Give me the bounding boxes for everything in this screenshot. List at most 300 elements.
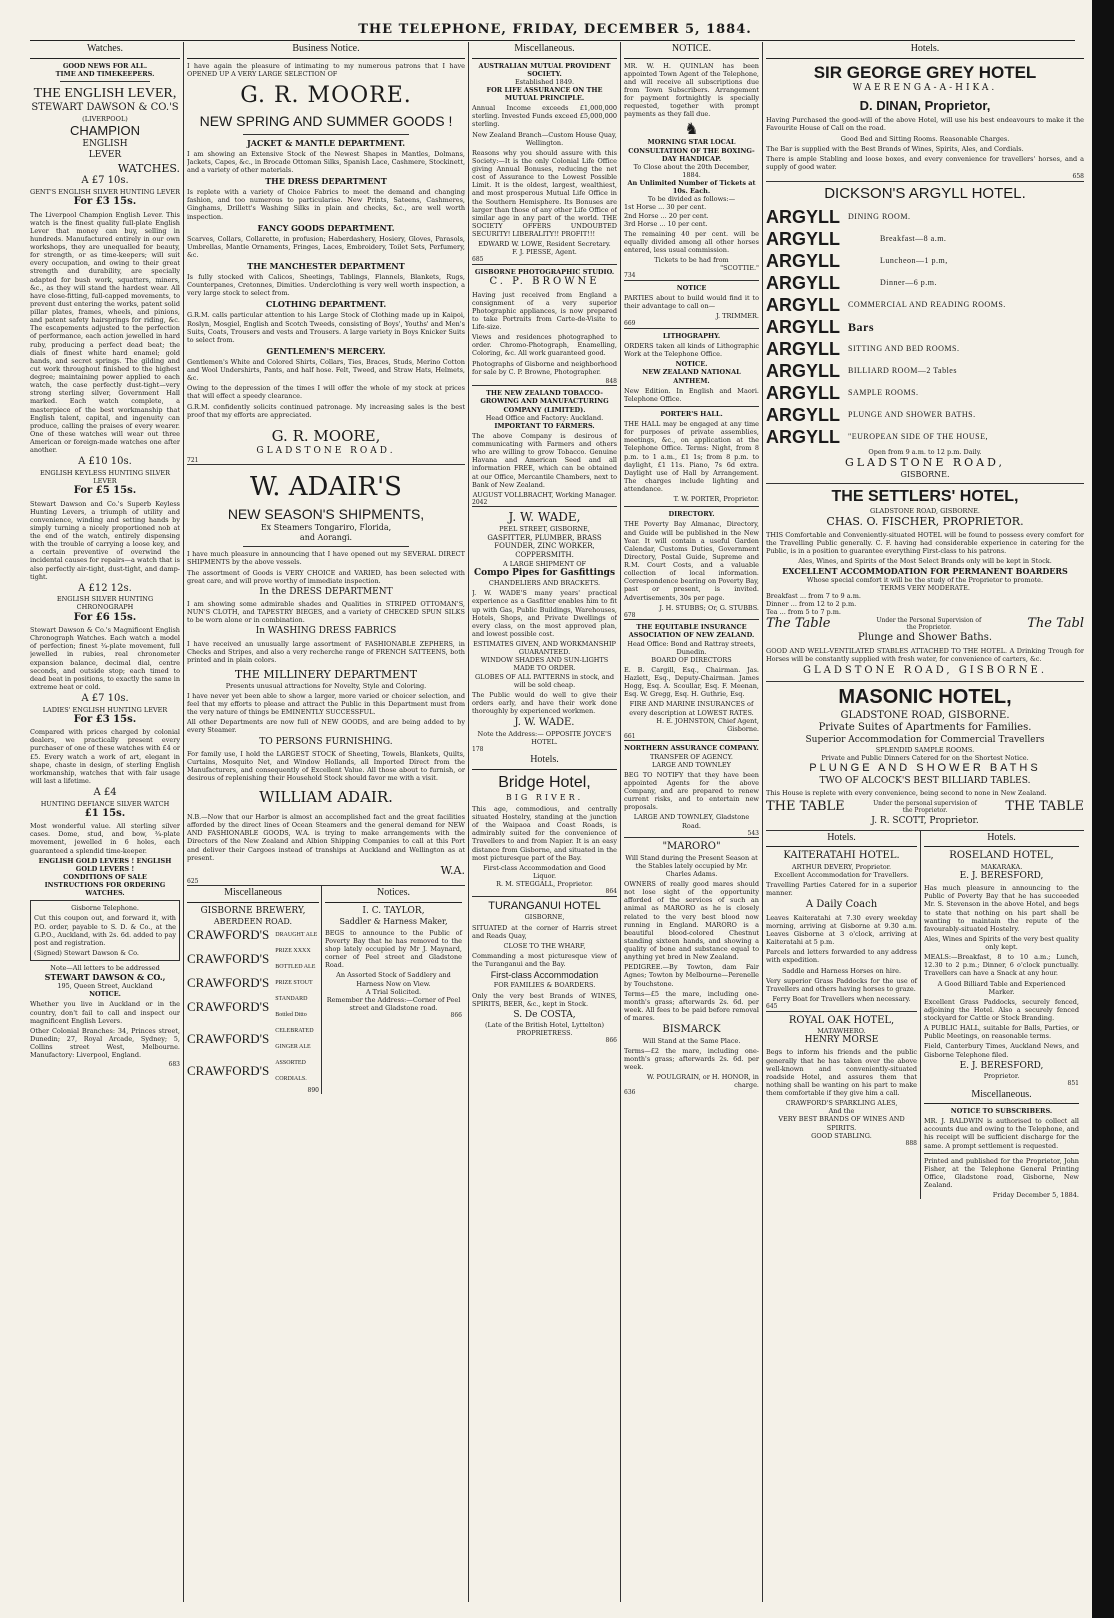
body-text: THIS Comfortable and Conveniently-situated HOTEL will be found to possess every comfort for the Travelling Public generally. C. F. having had considerable experience in catering for the Public, is in a position to guarantee everything First-class to his patrons. [766, 531, 1084, 556]
ad-line: ENGLISH GOLD LEVERS ! ENGLISH GOLD LEVERS ! [38, 856, 172, 873]
price: A £12 12s. [78, 582, 132, 594]
ad-line: An Assorted Stock of Saddlery and Harness Now on View. [336, 971, 451, 988]
coupon-head: Gisborne Telephone. [71, 904, 139, 913]
ad-number: 658 [1072, 173, 1084, 180]
argyll-row [766, 228, 1084, 250]
argyll-row [766, 382, 1084, 404]
table-label: The Tabl [1027, 616, 1084, 632]
masthead: THE TELEPHONE, FRIDAY, DECEMBER 5, 1884. [358, 22, 752, 37]
ad-line: EXCELLENT ACCOMMODATION FOR PERMANENT BOARDERS [782, 565, 1068, 576]
crawford-name: CRAWFORD'S [187, 950, 270, 966]
taylor-ad [322, 886, 462, 1094]
dept-head: FANCY GOODS DEPARTMENT. [257, 222, 395, 233]
ad-line: BOARD OF DIRECTORS [651, 655, 732, 664]
body-text: Only the very best Brands of WINES, SPIRITS, BEER, &c., kept in Stock. [472, 991, 617, 1008]
ad-line: CHANDELIERS AND BRACKETS. [488, 579, 601, 588]
body-text: Scarves, Collars, Collarette, in profusion; Haberdashery, Hosiery, Gloves, Parasols, Umbrellas, Mantle Ornaments, Fringes, Laces, Embroidery, Toilet Sets, Perfumery, &c. [187, 234, 465, 259]
ad-line: TWO OF ALCOCK'S BEST BILLIARD TABLES. [819, 775, 1031, 786]
body-text: PEDIGREE.—By Towton, dam Fair Agnes; Towton by Melbourne—Perenelle by Touchstone. [624, 963, 759, 988]
dept-head: TO PERSONS FURNISHING. [259, 736, 393, 747]
meal-line: Breakfast ... from 7 to 9 a.m. [766, 591, 861, 600]
crawford-product: CELEBRATED GINGER ALE [275, 1027, 314, 1050]
signature: J. W. WADE. [514, 717, 575, 729]
signature: LARGE AND TOWNLEY, Gladstone Road. [633, 813, 750, 830]
argyll-feature: Luncheon—1 p.m, [880, 256, 948, 266]
body-text: Compared with prices charged by colonial dealers, we practically present every purchaser of one of these watches with £4 or £5. Every watch a work of art, elegant in shape, chaste in design, of sterling English workmanship, watches that with fair usage will last a lifetime. [30, 728, 180, 785]
body-text: For family use, I hold the LARGEST STOCK of Sheeting, Towels, Blankets, Quilts, Curtains, Mosquito Net, and Window Hollands, all Imported Direct from the Manufacturers, and consequently of Excellent Value. All those about to furnish, or desirous of replenishing their Household Stock should favor me with a visit. [187, 749, 465, 783]
body-text: Has much pleasure in announcing to the Public of Poverty Bay that he has succeeded Mr. S. Stevenson in the above Hotel, and begs to state that nothing on his part shall be wanting to maintain the repute of the favourably-situated Hostelry. [924, 884, 1079, 933]
column-divider [468, 42, 469, 1602]
ad-line: FIRE AND MARINE INSURANCES of every description at LOWEST RATES. [629, 700, 754, 717]
ad-title: ROYAL OAK HOTEL, [788, 1014, 895, 1026]
ad-line: HENRY MORSE [804, 1035, 879, 1046]
argyll-word: ARGYLL [766, 427, 840, 448]
crawford-product: DRAUGHT ALE [275, 931, 318, 938]
body-text: There is ample Stabling and loose boxes, and every convenience for travellers' horses, and a supply of good water. [766, 154, 1084, 171]
ad-line: And the [828, 1107, 855, 1116]
ad-line: MAKARAKA. [980, 862, 1023, 871]
ad-title: DICKSON'S ARGYLL HOTEL. [824, 184, 1026, 202]
section-header: Miscellaneous [187, 886, 319, 903]
divider [60, 81, 150, 82]
body-text: Terms—£2 the mare, including one-month's grass; afterwards 2s. 6d. per week. [624, 1046, 759, 1071]
body-text: Stewart Dawson and Co.'s Superb Keyless Hunting Levers, a triumph of utility and convenience, winding and setting hands by simply turning a nicely proportioned nob at the end of the watch, entirely dispensing with the trouble of carrying a loose key, and a certain preventive of overwind the incidental causes for repairs—a watch that is also perfectly air-tight, dust-tight, and damp-tight. [30, 499, 180, 581]
prize-line: 2nd Horse ... 20 per cent. [624, 211, 709, 220]
crawford-name: CRAWFORD'S [187, 1062, 270, 1078]
body-text: The Liverpool Champion English Lever. This watch is the finest quality full-plate English Lever that money can buy, selling in hundreds. Manufactured entirely in our own workshops, they are unequalled for beauty, for strength, or as time-keepers; will suit every occupation, and owing to their great strength and durability, are specially adapted for bush work, squatters, miners, &c., as they will stand the hardest wear. All have close-fitting, full-capped movements, to prevent dust entering the works, patent solid pillar plates, frames, wheels, and pinions, and patent safety hairsprings for riding, &c. The escapements adjusted to the perfection of performance, each action jewelled in hard ruby, producing a perfect dead beat; the dials of finest white hard enamel; gold hands, and secret springs. The gilding and cut work throughout finished to the highest degree; maintaining power applied to each watch, the case perfectly dust-tight—very strong sterling silver, Government Hall marked. Each watch complete, a masterpiece of the best workmanship that English talent, capital, and ingenuity can produce, calling the praises of every wearer. One of these watches will wear out three American or foreign-made watches one after another. [30, 210, 180, 455]
ad-line: AUGUST VOLLBRACHT, Working Manager. [472, 490, 617, 499]
body-text: N.B.—Now that our Harbor is almost an accomplished fact and the great facilities afforded by the direct lines of Ocean Steamers and the general demand for NEW AND FASHIONABLE GOODS, W.A. is trying to make arrangements with the Directors of the New Zealand and Albion Shipping Companies to call at this Port and deliver their Cargoes instead of tranships at Auckland and Wellington as at present. [187, 813, 465, 862]
price: A £7 10s. [81, 175, 129, 187]
body-text: OWNERS of really good mares should not lose sight of the opportunity afforded of the services of such an animal as MARORO as he is closely related to the very best blood now running in England. MARORO is a beautiful blood-colored Chestnut standing sixteen hands, and showing a quality of bone and substance equal to anything yet bred in New Zealand. [624, 880, 759, 962]
ad-number: 678 [624, 611, 636, 619]
body-text: This House is replete with every convenience, being second to none in New Zealand. [766, 789, 1047, 798]
imprint: Printed and published for the Proprietor, John Fisher, at the Telephone General Printing Office, Gladstone road, Gisborne, New Zealand. [924, 1156, 1079, 1189]
crawford-row [187, 927, 319, 943]
body-text: Gentlemen's White and Colored Shirts, Collars, Ties, Braces, Studs, Merino Cotton and Wool Undershirts, Pants, and half hose. Felt, Tweed, and Straw Hats, Helmets, &c. [187, 357, 465, 383]
ad-title: NEW SEASON'S SHIPMENTS, [227, 505, 425, 522]
argyll-feature: COMMERCIAL AND READING ROOMS. [848, 300, 1006, 310]
prize-line: 1st Horse ... 30 per cent. [624, 203, 707, 212]
ad-title: KAITERATAHI HOTEL. [783, 850, 900, 862]
argyll-list [766, 206, 1084, 448]
ad-line: GLADSTONE ROAD, [844, 456, 1006, 470]
imprint-date: Friday December 5, 1884. [992, 1191, 1079, 1200]
column-divider [620, 42, 621, 1602]
ad-line: CONDITIONS OF SALE [63, 872, 147, 881]
ad-number: 178 [472, 745, 484, 753]
kaiteratahi-ad [766, 831, 921, 1200]
ad-line: Proprietor. [983, 1071, 1020, 1080]
crawford-product: PRIZE XXXX BOTTLED ALE [275, 947, 316, 970]
ad-line: Ales, Wines, and Spirits of the Most Select Brands only will be kept in Stock. [798, 557, 1052, 566]
argyll-feature: SAMPLE ROOMS. [848, 388, 919, 398]
dept-head: In WASHING DRESS FABRICS [255, 626, 397, 637]
ad-line: FOR LIFE ASSURANCE ON THE MUTUAL PRINCIPLE. [486, 85, 603, 102]
racehorse-icon: ♞ [684, 119, 699, 139]
ad-title: NEW SPRING AND SUMMER GOODS ! [199, 113, 453, 130]
divider [472, 385, 617, 386]
signature: E. J. BERESFORD, [959, 1060, 1044, 1071]
ad-line: TIME AND TIMEKEEPERS. [55, 69, 155, 78]
ad-line: SPLENDID SAMPLE ROOMS. [875, 745, 975, 754]
argyll-feature: Breakfast—8 a.m. [880, 234, 947, 244]
ad-line: Compo Pipes for Gasfittings [473, 567, 616, 578]
body-text: Having Purchased the good-will of the above Hotel, will use his best endeavours to make it the Favourite House of Call on the road. [766, 116, 1084, 133]
ad-line: CRAWFORD'S SPARKLING ALES, [785, 1099, 898, 1108]
ad-title: THE ENGLISH LEVER, [33, 85, 177, 101]
ad-line: Head Office: Bond and Rattray streets, Dunedin. [627, 639, 756, 656]
body-text: Is fully stocked with Calicos, Sheetings, Tablings, Flannels, Blankets, Rugs, Counterpanes, Cretonnes, Dimities. Underclothing is very well worth inspection, a very large stock to select from. [187, 273, 465, 298]
section-header: Hotels. [924, 831, 1079, 848]
ad-title: NOTICE [676, 283, 707, 292]
column-divider [762, 42, 763, 1602]
section-header: Business Notice. [187, 42, 465, 59]
body-text: Terms—£5 the mare, including one-month's grass; afterwards 2s. 6d. per week. All fees to be paid before removal of mares. [624, 989, 759, 1022]
ad-title: THE NEW ZEALAND TOBACCO-GROWING AND MANUFACTURING COMPANY (LIMITED). [480, 389, 609, 414]
body-text: G.R.M. confidently solicits continued patronage. My increasing sales is the best proof that my efforts are appreciated. [187, 402, 465, 419]
ad-line: Remember the Address:—Corner of Peel street and Gladstone road. [326, 995, 461, 1012]
argyll-word: ARGYLL [766, 273, 840, 294]
argyll-word: ARGYLL [766, 207, 840, 228]
crawford-row [187, 975, 319, 991]
ad-title: ROSELAND HOTEL, [949, 850, 1054, 862]
price: For £6 15s. [73, 611, 137, 623]
dept-head: In the DRESS DEPARTMENT [259, 586, 393, 597]
ad-line: Good Bed and Sitting Rooms. Reasonable Charges. [840, 134, 1010, 143]
crawford-name: CRAWFORD'S [187, 1030, 270, 1046]
body-text: Is replete with a variety of Choice Fabrics to meet the demand and changing fashion, and too numerous to particularise. New Prints, Sateens, Cashmeres, Ginghams, Drillett's Washing Silks in plain and checks, &c., are well worth inspection. [187, 188, 465, 221]
ad-line: Private and Public Dinners Catered for on the Shortest Notice. [821, 754, 1029, 762]
signature: H. E. JOHNSTON, Chief Agent, Gisborne. [656, 716, 759, 733]
ad-line: CLOSE TO THE WHARF, [503, 941, 586, 950]
argyll-word: ARGYLL [766, 295, 840, 316]
dept-head: THE MANCHESTER DEPARTMENT [247, 261, 405, 271]
ad-line: Saddler & Harness Maker, [339, 916, 448, 926]
ad-number: 543 [747, 829, 759, 837]
body-text: I have again the pleasure of intimating to my numerous patrons that I have OPENED UP A VERY LARGE SELECTION OF [187, 61, 465, 78]
ad-line: Established 1849. [514, 77, 575, 86]
section-header: Watches. [30, 42, 180, 59]
ad-line: Superior Accommodation for Commercial Travellers [805, 734, 1045, 745]
ad-line: GISBORNE. [900, 470, 950, 480]
ad-title: Bridge Hotel, [498, 773, 591, 791]
torn-page-edge [1092, 0, 1114, 1618]
argyll-row [766, 360, 1084, 382]
ad-line: Note—All letters to be addressed [50, 964, 160, 972]
body-text: Excellent Grass Paddocks, securely fenced, adjoining the Hotel. Also a securely fenced stockyard for Cattle or Stock Branding. [924, 997, 1079, 1022]
ad-line: Whose special comfort it will be the study of the Proprietor to promote. [806, 575, 1044, 584]
ad-title: LITHOGRAPHY. [662, 331, 721, 340]
ad-line: FOR FAMILIES & BOARDERS. [493, 981, 596, 990]
ad-line: MATAWHERO. [817, 1027, 866, 1035]
ad-title: GISBORNE BREWERY, [200, 905, 306, 916]
ad-line: Tickets to be had from [654, 256, 729, 265]
ad-number: 866 [605, 1037, 617, 1045]
ad-title: NORTHERN ASSURANCE COMPANY. [624, 744, 759, 753]
divider [624, 280, 759, 281]
ad-line: LARGE AND TOWNLEY [652, 760, 731, 769]
body-text: Most wonderful value. All sterling silver cases. Dome, stud, and bow, ¾-plate movement, jewelled in 6 holes, each guaranteed a splendid time-keeper. [30, 822, 180, 855]
ad-line: WAERENGA-A-HIKA. [852, 82, 998, 93]
ad-line: R. M. STEGGALL, Proprietor. [496, 880, 593, 888]
ad-number: 866 [450, 1012, 462, 1019]
ad-line: ARTHUR DEVERY, Proprietor. [791, 862, 892, 871]
desc: GENT'S ENGLISH SILVER HUNTING LEVER [30, 187, 180, 196]
ad-number: 2042 [472, 498, 488, 506]
ad-line: Plunge and Shower Baths. [857, 632, 993, 644]
crawford-product: ASSORTED CORDIALS. [275, 1059, 307, 1082]
argyll-feature: PLUNGE AND SHOWER BATHS. [848, 410, 976, 420]
crawford-name: CRAWFORD'S [187, 926, 270, 942]
ad-line: CHAMPION [69, 122, 141, 138]
argyll-word: ARGYLL [766, 317, 840, 338]
argyll-row [766, 272, 1084, 294]
crawford-row [187, 991, 319, 1023]
price: For £3 15s. [73, 196, 137, 207]
ad-title: "MARORO" [662, 841, 721, 853]
ad-line: 195, Queen Street, Auckland [57, 982, 153, 991]
ad-number: 669 [624, 320, 636, 328]
body-text: BEG TO NOTIFY that they have been appointed Agents for the above Company, and are prepared to renew current risks, and to entertain new proposals. [624, 770, 759, 812]
brewery-ad [187, 886, 322, 1094]
argyll-feature: Dinner—6 p.m. [880, 278, 937, 288]
dept-head: THE MILLINERY DEPARTMENT [234, 668, 418, 681]
body-text: Leaves Kaiteratahi at 7.30 every weekday morning, arriving at Gisborne at 9.30 a.m. Leaves Gisborne at 3 o'clock, arriving at Kaiteratahi at 5 p.m. [766, 913, 917, 947]
dept-head: JACKET & MANTLE DEPARTMENT. [246, 137, 406, 148]
ad-number: 721 [187, 456, 199, 464]
argyll-row [766, 294, 1084, 316]
body-text: Begs to inform his friends and the public generally that he has taken over the above well-known and conveniently-situated roadside Hotel, and assures them that nothing shall be wanting on his part to make them comfortable if they give him a call. [766, 1048, 917, 1097]
body-text: A PUBLIC HALL, suitable for Balls, Parties, or Public Meetings, on reasonable terms. [924, 1024, 1079, 1041]
argyll-row [766, 250, 1084, 272]
section-header: Hotels. [766, 42, 1084, 59]
table-row [766, 616, 1084, 632]
ad-line: ABERDEEN ROAD. [213, 916, 293, 926]
divider [472, 896, 617, 897]
body-text: The Bar is supplied with the Best Brands of Wines, Spirits, Ales, and Cordials. [766, 144, 1024, 153]
ad-line: TERMS VERY MODERATE. [880, 583, 970, 592]
ad-title: J. W. WADE, [508, 510, 581, 525]
divider [187, 464, 465, 465]
ad-number: 864 [605, 888, 617, 896]
ad-line: Head Office and Factory: Auckland. [485, 413, 604, 422]
crawford-row [187, 943, 319, 975]
body-text: Views and residences photographed to order. Chromo-Photograph, Enamelling, Coloring, &c. All work guaranteed good. [472, 333, 617, 358]
body-text: I have received an unusually large assortment of FASHIONABLE ZEPHERS, in Checks and Stripes, and also a very recherche range of FRENCH SATTEENS, both printed and in plain colors. [187, 639, 465, 664]
ad-title: I. C. TAYLOR, [362, 905, 425, 916]
argyll-feature: DINING ROOM. [848, 212, 911, 222]
crawford-row [187, 1055, 319, 1087]
body-text: I am showing some admirable shades and Qualities in STRIPED OTTOMAN'S, NUN'S CLOTH, and TAPESTRY BIEGES, and a variety of CHECKED SPUN SILKS to be worn alone or in combination. [187, 600, 465, 625]
roseland-ad [921, 831, 1079, 1200]
ad-number: 888 [905, 1139, 917, 1147]
argyll-word: ARGYLL [766, 251, 840, 272]
price: A £7 10s. [81, 693, 129, 704]
price: For £5 15s. [73, 485, 137, 496]
desc: ENGLISH SILVER HUNTING CHRONOGRAPH [56, 595, 154, 612]
divider [766, 681, 1084, 682]
divider [243, 134, 410, 135]
misc-column [472, 42, 617, 1602]
ad-line: Ferry Boat for Travellers when necessary. [772, 994, 911, 1003]
body-text: MEALS:—Breakfast, 8 to 10 a.m.; Lunch, 12.30 to 2 p.m.; Dinner, 6 o'clock punctually. Travellers can have a Snack at any hour. [924, 953, 1079, 978]
ad-line: A LARGE SHIPMENT OF [502, 559, 587, 568]
argyll-row [766, 316, 1084, 338]
ad-title: THE SETTLERS' HOTEL, [831, 488, 1019, 506]
coupon-text: Cut this coupon out, and forward it, with P.O. order, payable to S. D. & Co., at the G.P.O., Auckland, with 2s. 6d. added to pay post and registration. [34, 914, 176, 947]
argyll-word: ARGYLL [766, 405, 840, 426]
divider [624, 619, 759, 620]
divider [766, 1011, 917, 1012]
ad-line: LEVER [88, 150, 122, 161]
ad-line: GOOD NEWS FOR ALL. [62, 61, 148, 70]
ad-title: NOTICE. [675, 360, 708, 369]
ad-line: Excellent Accommodation for Travellers. [774, 870, 909, 879]
ad-number: 848 [605, 377, 617, 385]
ad-line: VERY BEST BRANDS OF WINES AND SPIRITS. [778, 1115, 905, 1132]
body-text: Travelling Parties Catered for in a superior manner. [766, 881, 917, 898]
body-text: Having just received from England a consignment of a very superior Photographic appliances, is now prepared to take Portraits from Carte-de-Visite to Life-size. [472, 290, 617, 331]
table-mid: Under the Personal Supervision of the Proprietor. [876, 616, 982, 632]
ad-line: PEEL STREET, GISBORNE, [499, 525, 590, 534]
body-text: I have never yet been able to show a larger, more varied or choicer selection, and feel that my efforts to please and attract the Public in this Department must from the very nature of things be EMINENTLY SUCCESSFUL. [187, 691, 465, 717]
ad-line: A Good Billiard Table and Experienced Marker. [937, 979, 1066, 996]
divider [766, 483, 1084, 484]
ad-line: CHAS. O. FISCHER, PROPRIETOR. [826, 515, 1024, 529]
ad-title: GISBORNE PHOTOGRAPHIC STUDIO. [474, 267, 615, 276]
ad-line: GISBORNE, [524, 913, 565, 922]
body-text: Whether you live in Auckland or in the country, don't fail to call and inspect our magnificent English Levers. [30, 1000, 180, 1025]
ad-line: First-class Accommodation [490, 970, 599, 981]
ad-line: INSTRUCTIONS FOR ORDERING WATCHES. [44, 881, 166, 898]
body-text: Other Colonial Branches: 34, Princes street, Dunedin; 27, Royal Arcade, Sydney; 5, Collins street West, Melbourne. Manufactory: Liverpool, England. [30, 1026, 180, 1060]
signature: WILLIAM ADAIR. [259, 788, 393, 807]
ad-title: MASONIC HOTEL, [838, 685, 1012, 708]
body-text: MR. J. BALDWIN is authorised to collect all accounts due and owing to the Telephone, and his receipt will be sufficient discharge for the same. A prompt settlement is requested. [924, 1117, 1079, 1150]
ad-line: (LIVERPOOL) [82, 114, 128, 123]
divider [624, 406, 759, 407]
body-text: Reasons why you should assure with this Society:—It is the only Colonial Life Office giving Annual Bonuses, reducing the net cost of Assurance to the Lowest Possible Limit. It is the oldest, largest, wealthiest, and most prosperous Mutual Life Office in the Southern Hemisphere. Its Bonuses are larger than those of any other Life Office of similar age in any part of the world. THE SOCIETY OFFERS UNDOUBTED SECURITY! LIBERALITY!! PROFIT!!! [472, 148, 617, 238]
ad-title: W. ADAIR'S [250, 472, 402, 503]
section-header: Hotels. [472, 753, 617, 770]
ad-number: 890 [307, 1086, 319, 1094]
ad-line: Will Stand at the Same Place. [642, 1036, 741, 1045]
body-text: Commanding a most picturesque view of the Turanganui and the Bay. [472, 951, 617, 968]
ad-title: AUSTRALIAN MUTUAL PROVIDENT SOCIETY. [478, 61, 611, 78]
argyll-row [766, 206, 1084, 228]
table-row [766, 799, 1084, 815]
ad-number: 685 [472, 256, 484, 264]
ad-title: TURANGANUI HOTEL [488, 899, 601, 912]
ad-number: 683 [168, 1061, 180, 1069]
ad-line: Private Suites of Apartments for Families. [818, 722, 1032, 734]
meal-line: Tea ... from 5 to 7 p.m. [766, 608, 841, 616]
ad-maker: STEWART DAWSON & CO.'S [31, 102, 179, 114]
ad-line: ESTIMATES GIVEN, AND WORKMANSHIP GUARANTEED. [473, 640, 616, 657]
divider [624, 506, 759, 507]
address: GLADSTONE ROAD. [256, 445, 396, 456]
ad-line: Will Stand during the Present Season at the Stables lately occupied by Mr. Charles Adams. [625, 853, 758, 878]
ad-line: BIG RIVER. [505, 792, 584, 802]
ad-line: To be divided as follows:— [647, 195, 736, 204]
body-text: Owing to the depression of the times I will offer the whole of my stock at prices that will effect a speedy clearance. [187, 384, 465, 401]
body-text: SITUATED at the corner of Harris street and Reads Quay, [472, 923, 617, 940]
signature: G. R. MOORE, [271, 426, 381, 445]
body-text: I am showing an Extensive Stock of the Newest Shapes in Mantles, Dolmans, Jackets, Capes, &c., in Brocade Ottoman Silks, Spanish Lace, Cashmere, Stockinett, and a variety of other materials. [187, 149, 465, 174]
dept-head: CLOTHING DEPARTMENT. [265, 299, 387, 310]
ad-title: THE EQUITABLE INSURANCE ASSOCIATION OF NEW ZEALAND. [628, 623, 755, 640]
body-text: Stewart Dawson & Co.'s Magnificent English Chronograph Watches. Each watch a model of perfection; finest ¾-plate movement, full jewelled in rubies, real chronometer expansion balance, decimal dial, centre seconds, and outside stop; each timed to dead beat in positions, to exactly the same in extreme heat or cold. [30, 626, 180, 691]
signature: S. De COSTA, [513, 1009, 576, 1020]
ad-title: NOTICE TO SUBSCRIBERS. [950, 1107, 1053, 1115]
desc: LADIES' ENGLISH HUNTING LEVER [42, 705, 168, 714]
prize-line: 3rd Horse ... 10 per cent. [624, 219, 708, 228]
body-text: The Public would do well to give their orders early, and have their work done thoroughly by experienced workmen. [472, 690, 617, 715]
price: For £3 15s. [73, 713, 137, 725]
ad-number: 734 [624, 272, 636, 280]
ad-title: C. P. BROWNE [489, 276, 600, 287]
ad-line: Ex Steamers Tongariro, Florida, [260, 523, 392, 533]
body-text: E. B. Cargill, Esq., Chairman. Jas. Hazlett, Esq., Deputy-Chairman. James Hogg, Esq. A. Scoullar, Esq. F. Meenan, Esq. W. Gregg, Esq. H. Guthrie, Esq. [624, 665, 759, 699]
watches-column [30, 42, 180, 1602]
ad-line: GASFITTER, PLUMBER, BRASS FOUNDER, ZINC WORKER, COPPERSMITH. [487, 533, 602, 559]
price: A £10 10s. [78, 456, 132, 468]
ad-line: NEW ZEALAND NATIONAL ANTHEM. [642, 368, 741, 385]
bottom-ads [187, 885, 465, 1094]
ad-line: Open from 9 a.m. to 12 p.m. Daily. [868, 448, 982, 457]
divider [624, 328, 759, 329]
ad-line: PROPRIETRESS. [516, 1029, 573, 1038]
body-text: GOOD AND WELL-VENTILATED STABLES ATTACHED TO THE HOTEL. A Drinking Trough for Horses will be constantly supplied with fresh water, for convenience of carters, &c. [766, 646, 1084, 663]
ad-line: EDWARD W. LOWE, Resident Secretary. [478, 240, 611, 249]
ad-line: (Late of the British Hotel, Lyttelton) [484, 1021, 605, 1029]
hotels-column [766, 42, 1084, 1602]
section-header: Hotels. [766, 831, 917, 848]
argyll-feature: SITTING AND BED ROOMS. [848, 344, 960, 354]
divider [766, 181, 1084, 182]
body-text: New Edition. In English and Maori. Telephone Office. [624, 386, 759, 403]
ad-line: GOOD STABLING. [811, 1131, 872, 1140]
table-label: The Table [766, 616, 831, 632]
body-text: J. W. WADE'S many years' practical experience as a Gasfitter enables him to fit up with Gas, Public Buildings, Warehouses, Hotels, Shops, and Private Dwellings of every class, on the most approved plan, and lowest possible cost. [472, 589, 617, 638]
signature: "SCOTTIE." [720, 264, 759, 273]
divider [472, 264, 617, 265]
ad-title: DIRECTORY. [668, 510, 715, 519]
section-header: NOTICE. [624, 42, 759, 59]
ad-line: IMPORTANT TO FARMERS. [494, 421, 595, 430]
signature: J. H. STUBBS; Or, G. STUBBS. [659, 603, 759, 612]
table-mid: Under the personal supervision of the Proprietor. [873, 799, 977, 815]
divider [624, 740, 759, 741]
signature: J. TRIMMER. [715, 312, 759, 321]
body-text: This age, commodious, and centrally situated Hostelry, standing at the junction of the Waipaoa and Coast Roads, is admirably suited for the convenience of Travellers to and from Napier. It is an easy distance from Gisborne, and situated in the most picturesque part of the Bay. [472, 804, 617, 862]
coupon-signed: (Signed) Stewart Dawson & Co. [34, 948, 140, 957]
argyll-feature: Bars [848, 320, 874, 335]
body-text: MR. W. H. QUINLAN has been appointed Town Agent of the Telephone, and will receive all subscriptions due from Town Subscribers. Arrangement for payment fortnightly is specially requested, together with prompt payments as they fall due. [624, 61, 759, 119]
ad-line: E. J. BERESFORD, [959, 870, 1044, 881]
business-column [187, 42, 465, 1602]
table-label: THE TABLE [766, 799, 845, 815]
crawford-name: CRAWFORD'S [187, 974, 270, 990]
ad-line: WATCHES. [117, 161, 180, 175]
section-header: Miscellaneous. [472, 42, 617, 59]
ad-line: Presents unusual attractions for Novelty, Style and Coloring. [225, 681, 427, 690]
ad-line: An Unlimited Number of Tickets at 10s. Each. [627, 179, 756, 196]
ad-title: PORTER'S HALL. [660, 409, 723, 418]
signature: W. POULGRAIN, or H. HONOR, in charge. [646, 1073, 759, 1090]
ad-line: Ales, Wines and Spirits of the very best quality only kept. [924, 934, 1079, 951]
